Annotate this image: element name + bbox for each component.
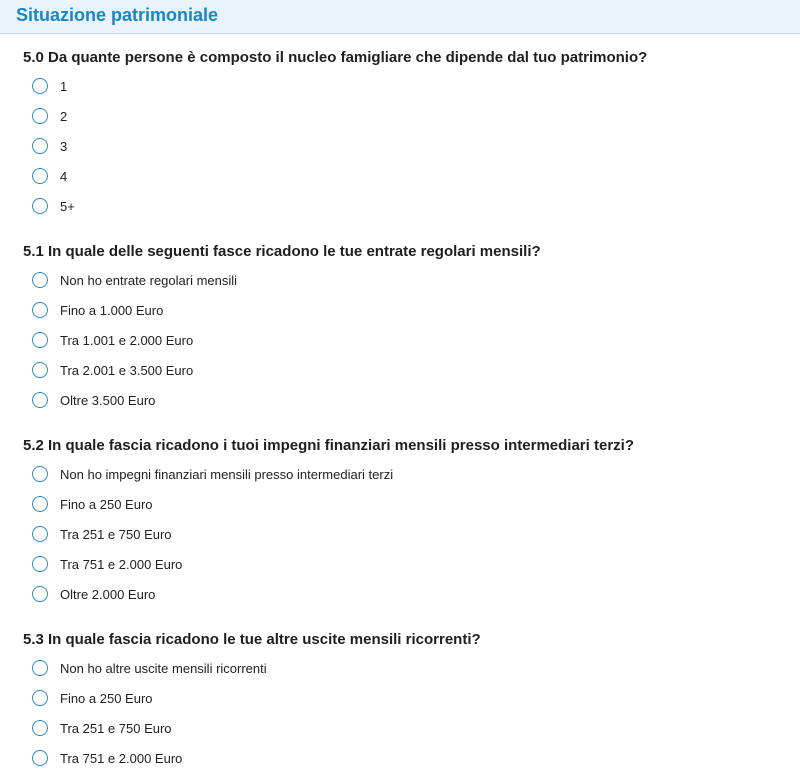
- radio-button[interactable]: [32, 138, 48, 154]
- radio-option[interactable]: [32, 165, 67, 187]
- radio-option[interactable]: [32, 299, 163, 321]
- radio-option[interactable]: [32, 687, 153, 709]
- radio-label: Oltre 3.500 Euro: [60, 392, 156, 408]
- radio-button[interactable]: [32, 586, 48, 602]
- radio-button[interactable]: [32, 332, 48, 348]
- radio-label: 4: [60, 168, 68, 184]
- radio-option[interactable]: [32, 105, 67, 127]
- radio-button[interactable]: [32, 660, 48, 676]
- radio-label: 2: [60, 108, 68, 124]
- radio-option[interactable]: [32, 553, 182, 575]
- radio-option[interactable]: [32, 195, 75, 217]
- radio-option[interactable]: [32, 329, 193, 351]
- radio-label: 1: [60, 78, 68, 94]
- radio-button[interactable]: [32, 496, 48, 512]
- radio-option[interactable]: [32, 389, 155, 411]
- radio-option[interactable]: [32, 493, 153, 515]
- radio-label: Oltre 2.000 Euro: [60, 586, 156, 602]
- radio-option[interactable]: [32, 463, 393, 485]
- radio-button[interactable]: [32, 302, 48, 318]
- radio-button[interactable]: [32, 108, 48, 124]
- radio-label: 5+: [60, 198, 75, 214]
- radio-option[interactable]: [32, 523, 172, 545]
- radio-option[interactable]: [32, 135, 67, 157]
- radio-label: Non ho altre uscite mensili ricorrenti: [60, 660, 267, 676]
- radio-button[interactable]: [32, 526, 48, 542]
- radio-button[interactable]: [32, 198, 48, 214]
- radio-label: Fino a 1.000 Euro: [60, 302, 164, 318]
- radio-label: Tra 2.001 e 3.500 Euro: [60, 362, 194, 378]
- radio-label: 3: [60, 138, 68, 154]
- radio-label: Fino a 250 Euro: [60, 690, 153, 706]
- radio-button[interactable]: [32, 78, 48, 94]
- section-title: Situazione patrimoniale: [16, 5, 219, 25]
- radio-button[interactable]: [32, 556, 48, 572]
- radio-label: Tra 251 e 750 Euro: [60, 720, 172, 736]
- radio-label: Fino a 250 Euro: [60, 496, 153, 512]
- radio-option[interactable]: [32, 583, 155, 605]
- radio-option[interactable]: [32, 657, 267, 679]
- section-header: [0, 0, 800, 34]
- radio-button[interactable]: [32, 750, 48, 766]
- radio-button[interactable]: [32, 690, 48, 706]
- radio-option[interactable]: [32, 717, 172, 739]
- radio-button[interactable]: [32, 272, 48, 288]
- question-title-5-1: 5.1 In quale delle seguenti fasce ricadono le tue entrate regolari mensili?: [23, 243, 541, 260]
- radio-label: Tra 751 e 2.000 Euro: [60, 556, 183, 572]
- radio-label: Tra 751 e 2.000 Euro: [60, 750, 183, 766]
- radio-button[interactable]: [32, 466, 48, 482]
- radio-button[interactable]: [32, 720, 48, 736]
- radio-button[interactable]: [32, 168, 48, 184]
- radio-label: Tra 1.001 e 2.000 Euro: [60, 332, 194, 348]
- question-title-5-3: 5.3 In quale fascia ricadono le tue altre uscite mensili ricorrenti?: [23, 631, 481, 648]
- radio-label: Non ho impegni finanziari mensili presso intermediari terzi: [60, 466, 394, 482]
- question-title-5-0: 5.0 Da quante persone è composto il nucleo famigliare che dipende dal tuo patrimonio?: [23, 49, 648, 66]
- radio-option[interactable]: [32, 359, 193, 381]
- radio-label: Non ho entrate regolari mensili: [60, 272, 238, 288]
- radio-button[interactable]: [32, 362, 48, 378]
- radio-option[interactable]: [32, 747, 182, 769]
- question-title-5-2: 5.2 In quale fascia ricadono i tuoi impegni finanziari mensili presso intermediari terzi?: [23, 437, 634, 454]
- radio-option[interactable]: [32, 75, 67, 97]
- radio-button[interactable]: [32, 392, 48, 408]
- radio-option[interactable]: [32, 269, 237, 291]
- radio-label: Tra 251 e 750 Euro: [60, 526, 172, 542]
